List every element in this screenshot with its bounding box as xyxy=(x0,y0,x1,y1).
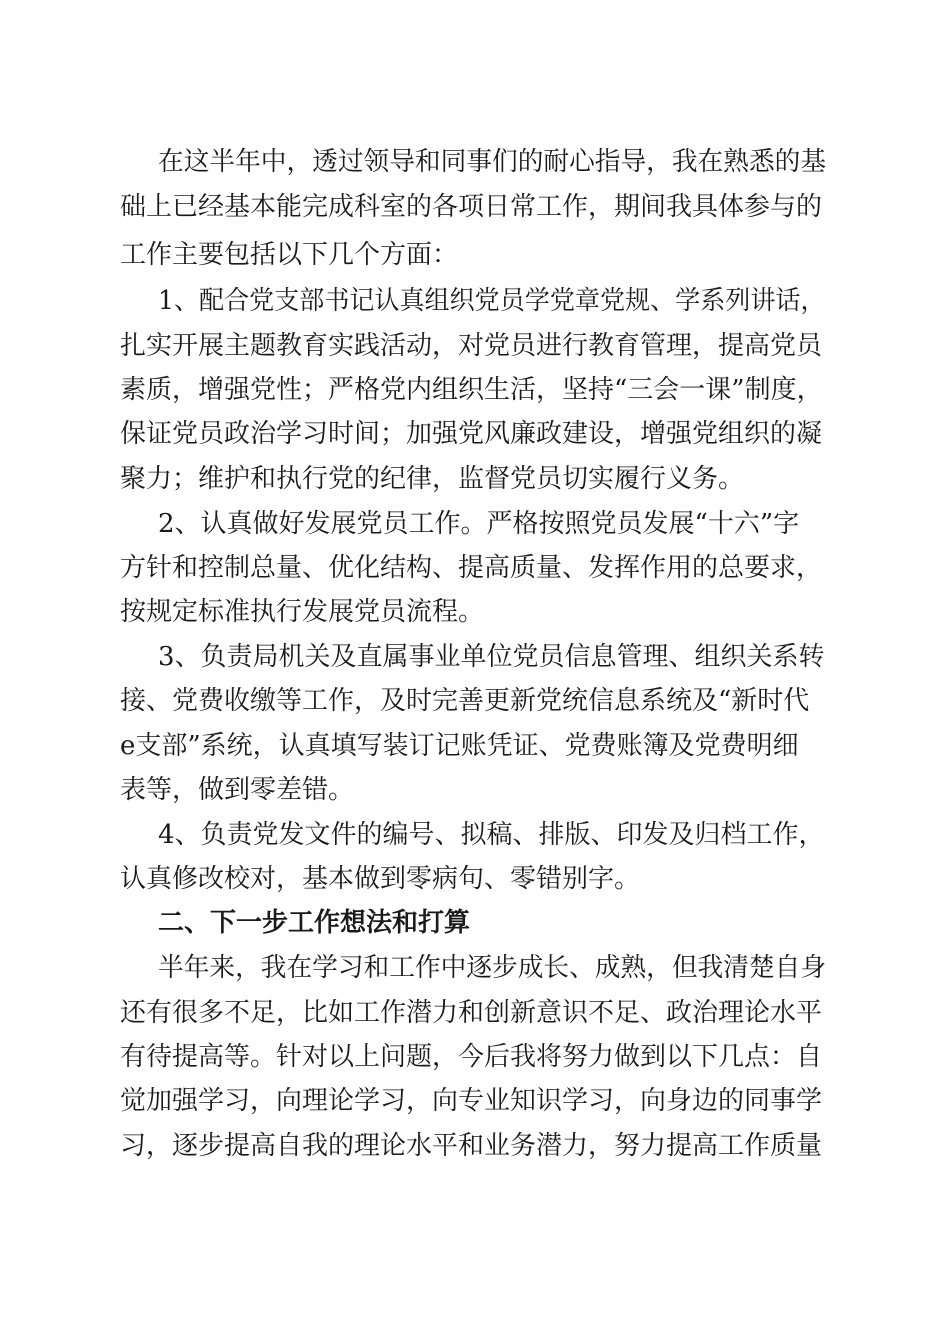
paragraph-line: e支部”系统，认真填写装订记账凭证、党费账簿及党费明细 xyxy=(120,731,799,761)
paragraph-line: 保证党员政治学习时间；加强党风廉政建设，增强党组织的凝 xyxy=(120,419,823,449)
paragraph-line: 还有很多不足，比如工作潜力和创新意识不足、政治理论水平 xyxy=(120,998,823,1028)
paragraph-line: 素质，增强党性；严格党内组织生活，坚持“三会一课”制度， xyxy=(120,375,823,405)
paragraph-line: 聚力；维护和执行党的纪律，监督党员切实履行义务。 xyxy=(120,464,745,494)
paragraph-line: 表等，做到零差错。 xyxy=(120,775,355,805)
paragraph-line: 接、党费收缴等工作，及时完善更新党统信息系统及“新时代 xyxy=(120,686,810,716)
paragraph-line: 方针和控制总量、优化结构、提高质量、发挥作用的总要求， xyxy=(120,553,823,583)
paragraph-line: 半年来，我在学习和工作中逐步成长、成熟，但我清楚自身 xyxy=(158,953,827,983)
paragraph-line: 2、认真做好发展党员工作。严格按照党员发展“十六”字 xyxy=(158,509,800,539)
paragraph-line: 3、负责局机关及直属事业单位党员信息管理、组织关系转 xyxy=(158,642,825,672)
section-heading: 二、下一步工作想法和打算 xyxy=(158,908,471,938)
paragraph-line: 习，逐步提高自我的理论水平和业务潜力，努力提高工作质量 xyxy=(120,1131,823,1161)
paragraph-line: 按规定标准执行发展党员流程。 xyxy=(120,597,485,627)
paragraph-line: 1、配合党支部书记认真组织党员学党章党规、学系列讲话， xyxy=(158,286,826,316)
paragraph-line: 础上已经基本能完成科室的各项日常工作，期间我具体参与的 xyxy=(120,192,823,222)
paragraph-line: 觉加强学习，向理论学习，向专业知识学习，向身边的同事学 xyxy=(120,1086,823,1116)
paragraph-line: 扎实开展主题教育实践活动，对党员进行教育管理，提高党员 xyxy=(120,331,823,361)
paragraph-line: 4、负责党发文件的编号、拟稿、排版、印发及归档工作， xyxy=(158,820,825,850)
paragraph-line: 工作主要包括以下几个方面： xyxy=(120,240,459,270)
paragraph-line: 认真修改校对，基本做到零病句、零错别字。 xyxy=(120,864,641,894)
paragraph-line: 在这半年中，透过领导和同事们的耐心指导，我在熟悉的基 xyxy=(158,147,827,177)
paragraph-line: 有待提高等。针对以上问题，今后我将努力做到以下几点：自 xyxy=(120,1042,823,1072)
